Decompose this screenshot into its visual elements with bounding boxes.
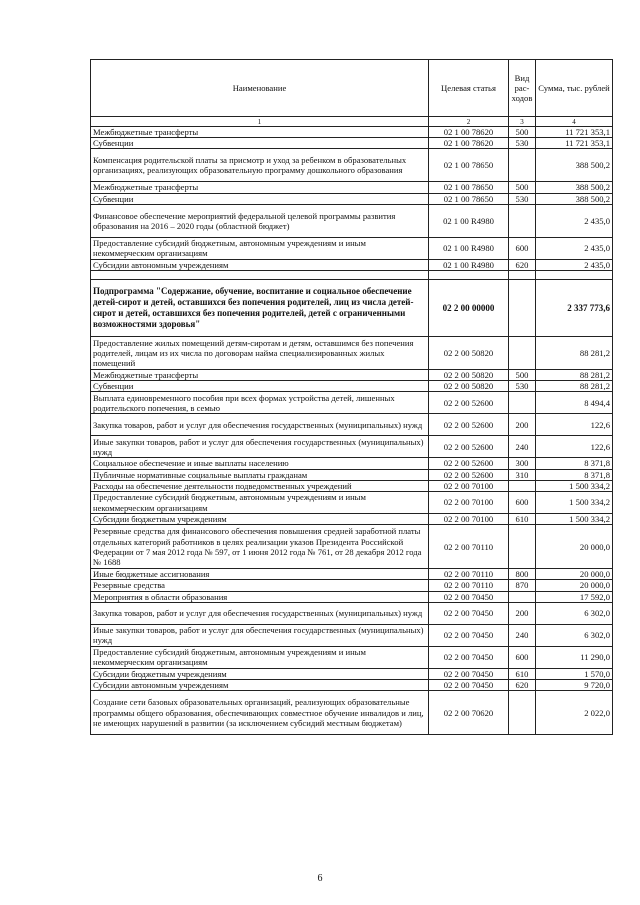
row-name-cell: Мероприятия в области образования	[91, 591, 429, 602]
table-row	[91, 337, 613, 370]
row-sum-cell: 8 371,8	[536, 458, 613, 469]
row-name-cell: Финансовое обеспечение мероприятий федеральной целевой программы развития образования на 2016 – 2020 годы (областной бюджет)	[91, 204, 429, 237]
row-sum-cell: 2 435,0	[536, 259, 613, 270]
header-sum: Сумма, тыс. рублей	[536, 60, 613, 117]
table-row	[91, 381, 613, 392]
row-name-cell: Подпрограмма "Содержание, обучение, воспитание и социальное обеспечение детей-сирот и детей, оставшихся без попечения родителей, лиц из числа детей-сирот и детей, оставшихся без попечения родителей, детей с ограниченными возможностями здоровья"	[91, 280, 429, 337]
row-name-cell: Иные закупки товаров, работ и услуг для обеспечения государственных (муниципальных) нужд	[91, 624, 429, 646]
row-sum-cell: 2 435,0	[536, 204, 613, 237]
row-sum-cell: 6 302,0	[536, 624, 613, 646]
row-name-cell: Предоставление субсидий бюджетным, автономным учреждениям и иным некоммерческим организациям	[91, 646, 429, 668]
row-sum-cell: 1 500 334,2	[536, 492, 613, 514]
row-kind-cell: 500	[509, 127, 536, 138]
row-kind-cell: 200	[509, 602, 536, 624]
table-row	[91, 237, 613, 259]
spacer-row	[91, 271, 613, 280]
row-name-cell: Предоставление субсидий бюджетным, автономным учреждениям и иным некоммерческим организациям	[91, 492, 429, 514]
row-sum-cell: 88 281,2	[536, 381, 613, 392]
row-code-cell: 02 1 00 78650	[429, 149, 509, 182]
row-name-cell: Предоставление жилых помещений детям-сиротам и детям, оставшимся без попечения родителей, лицам из их числа по договорам найма специализированных жилых помещений	[91, 337, 429, 370]
table-row	[91, 370, 613, 381]
row-name-cell: Расходы на обеспечение деятельности подведомственных учреждений	[91, 480, 429, 491]
row-kind-cell	[509, 525, 536, 569]
row-name-cell: Иные бюджетные ассигнования	[91, 569, 429, 580]
row-code-cell: 02 2 00 70450	[429, 624, 509, 646]
row-code-cell: 02 2 00 70450	[429, 668, 509, 679]
table-header-row	[91, 60, 613, 117]
row-code-cell: 02 2 00 70450	[429, 591, 509, 602]
header-target: Целевая статья	[429, 60, 509, 117]
header-kind: Вид рас-ходов	[509, 60, 536, 117]
table-row	[91, 182, 613, 193]
row-code-cell: 02 2 00 70100	[429, 480, 509, 491]
row-code-cell: 02 2 00 70100	[429, 514, 509, 525]
row-name-cell: Резервные средства	[91, 580, 429, 591]
row-sum-cell: 20 000,0	[536, 569, 613, 580]
row-kind-cell	[509, 392, 536, 414]
row-code-cell: 02 1 00 78620	[429, 138, 509, 149]
row-code-cell: 02 2 00 52600	[429, 436, 509, 458]
row-kind-cell: 610	[509, 668, 536, 679]
row-sum-cell: 2 337 773,6	[536, 280, 613, 337]
row-kind-cell: 300	[509, 458, 536, 469]
column-number: 4	[536, 117, 613, 127]
row-kind-cell	[509, 591, 536, 602]
row-kind-cell: 620	[509, 259, 536, 270]
table-row	[91, 138, 613, 149]
row-code-cell: 02 2 00 70110	[429, 569, 509, 580]
row-name-cell: Социальное обеспечение и иные выплаты населению	[91, 458, 429, 469]
row-kind-cell: 530	[509, 381, 536, 392]
table-row	[91, 469, 613, 480]
row-sum-cell: 122,6	[536, 436, 613, 458]
table-row	[91, 525, 613, 569]
table-row	[91, 458, 613, 469]
table-row	[91, 591, 613, 602]
row-name-cell: Межбюджетные трансферты	[91, 182, 429, 193]
row-code-cell: 02 2 00 50820	[429, 381, 509, 392]
row-name-cell: Выплата единовременного пособия при всех формах устройства детей, лишенных родительского попечения, в семью	[91, 392, 429, 414]
row-sum-cell: 1 570,0	[536, 668, 613, 679]
row-sum-cell: 1 500 334,2	[536, 514, 613, 525]
row-sum-cell: 6 302,0	[536, 602, 613, 624]
column-number: 1	[91, 117, 429, 127]
row-kind-cell: 310	[509, 469, 536, 480]
row-code-cell: 02 2 00 70450	[429, 602, 509, 624]
table-row	[91, 127, 613, 138]
table-row	[91, 691, 613, 735]
row-kind-cell: 500	[509, 182, 536, 193]
row-kind-cell	[509, 149, 536, 182]
row-sum-cell: 122,6	[536, 414, 613, 436]
row-code-cell: 02 2 00 50820	[429, 337, 509, 370]
row-code-cell: 02 2 00 00000	[429, 280, 509, 337]
row-sum-cell: 8 371,8	[536, 469, 613, 480]
row-code-cell: 02 2 00 52600	[429, 469, 509, 480]
row-code-cell: 02 2 00 70450	[429, 680, 509, 691]
row-name-cell: Резервные средства для финансового обеспечения повышения средней заработной платы отдельных категорий работников в целях реализации указов Президента Российской Федерации от 7 мая 2012 года № 597, от 1 июня 2012 года № 761, от 28 декабря 2012 года № 1688	[91, 525, 429, 569]
row-name-cell: Создание сети базовых образовательных организаций, реализующих образовательные программы общего образования, обеспечивающих совместное обучение инвалидов и лиц, не имеющих нарушений в развитии (за исключением субсидий местным бюджетам)	[91, 691, 429, 735]
row-sum-cell: 88 281,2	[536, 370, 613, 381]
row-sum-cell: 11 721 353,1	[536, 127, 613, 138]
budget-table	[90, 59, 613, 735]
table-row	[91, 624, 613, 646]
row-sum-cell: 2 435,0	[536, 237, 613, 259]
row-name-cell: Субвенции	[91, 193, 429, 204]
row-code-cell: 02 2 00 50820	[429, 370, 509, 381]
row-sum-cell: 20 000,0	[536, 580, 613, 591]
row-code-cell: 02 1 00 78650	[429, 182, 509, 193]
column-number: 2	[429, 117, 509, 127]
empty-cell	[536, 271, 613, 280]
table-row	[91, 414, 613, 436]
row-code-cell: 02 1 00 R4980	[429, 259, 509, 270]
row-code-cell: 02 2 00 70620	[429, 691, 509, 735]
row-kind-cell: 800	[509, 569, 536, 580]
row-code-cell: 02 2 00 70110	[429, 580, 509, 591]
row-name-cell: Субсидии автономным учреждениям	[91, 259, 429, 270]
row-code-cell: 02 2 00 70100	[429, 492, 509, 514]
table-row	[91, 680, 613, 691]
row-code-cell: 02 2 00 70110	[429, 525, 509, 569]
row-sum-cell: 8 494,4	[536, 392, 613, 414]
table-row	[91, 569, 613, 580]
empty-cell	[429, 271, 509, 280]
table-row	[91, 259, 613, 270]
row-code-cell: 02 2 00 70450	[429, 646, 509, 668]
row-sum-cell: 11 290,0	[536, 646, 613, 668]
header-name: Наименование	[91, 60, 429, 117]
row-kind-cell	[509, 280, 536, 337]
row-kind-cell	[509, 204, 536, 237]
table-row	[91, 193, 613, 204]
row-kind-cell: 620	[509, 680, 536, 691]
row-sum-cell: 1 500 334,2	[536, 480, 613, 491]
table-row	[91, 436, 613, 458]
row-code-cell: 02 1 00 R4980	[429, 237, 509, 259]
table-row	[91, 668, 613, 679]
row-kind-cell	[509, 480, 536, 491]
row-kind-cell: 530	[509, 138, 536, 149]
page-number: 6	[317, 873, 323, 884]
row-sum-cell: 17 592,0	[536, 591, 613, 602]
row-name-cell: Межбюджетные трансферты	[91, 127, 429, 138]
row-kind-cell: 600	[509, 237, 536, 259]
table-row	[91, 646, 613, 668]
row-kind-cell: 600	[509, 646, 536, 668]
table-body	[91, 127, 613, 735]
row-name-cell: Закупка товаров, работ и услуг для обеспечения государственных (муниципальных) нужд	[91, 414, 429, 436]
row-code-cell: 02 2 00 52600	[429, 414, 509, 436]
column-number: 3	[509, 117, 536, 127]
table-row	[91, 280, 613, 337]
table-row	[91, 392, 613, 414]
row-code-cell: 02 2 00 52600	[429, 458, 509, 469]
row-name-cell: Компенсация родительской платы за присмотр и уход за ребенком в образовательных организациях, реализующих образовательную программу дошкольного образования	[91, 149, 429, 182]
row-kind-cell: 200	[509, 414, 536, 436]
row-name-cell: Субсидии бюджетным учреждениям	[91, 514, 429, 525]
row-code-cell: 02 1 00 78620	[429, 127, 509, 138]
table-row	[91, 204, 613, 237]
row-name-cell: Субвенции	[91, 138, 429, 149]
row-kind-cell: 600	[509, 492, 536, 514]
row-kind-cell: 500	[509, 370, 536, 381]
row-name-cell: Межбюджетные трансферты	[91, 370, 429, 381]
row-name-cell: Субсидии бюджетным учреждениям	[91, 668, 429, 679]
row-sum-cell: 388 500,2	[536, 182, 613, 193]
table-row	[91, 492, 613, 514]
row-code-cell: 02 1 00 R4980	[429, 204, 509, 237]
table-row	[91, 580, 613, 591]
row-sum-cell: 388 500,2	[536, 193, 613, 204]
empty-cell	[91, 271, 429, 280]
row-kind-cell: 610	[509, 514, 536, 525]
row-code-cell: 02 1 00 78650	[429, 193, 509, 204]
row-kind-cell: 870	[509, 580, 536, 591]
row-name-cell: Публичные нормативные социальные выплаты гражданам	[91, 469, 429, 480]
row-sum-cell: 11 721 353,1	[536, 138, 613, 149]
row-name-cell: Предоставление субсидий бюджетным, автономным учреждениям и иным некоммерческим организациям	[91, 237, 429, 259]
row-code-cell: 02 2 00 52600	[429, 392, 509, 414]
row-kind-cell	[509, 337, 536, 370]
row-name-cell: Закупка товаров, работ и услуг для обеспечения государственных (муниципальных) нужд	[91, 602, 429, 624]
table-row	[91, 480, 613, 491]
row-name-cell: Субвенции	[91, 381, 429, 392]
row-kind-cell: 240	[509, 436, 536, 458]
row-sum-cell: 9 720,0	[536, 680, 613, 691]
table-row	[91, 149, 613, 182]
row-sum-cell: 2 022,0	[536, 691, 613, 735]
empty-cell	[509, 271, 536, 280]
row-sum-cell: 88 281,2	[536, 337, 613, 370]
row-name-cell: Иные закупки товаров, работ и услуг для обеспечения государственных (муниципальных) нужд	[91, 436, 429, 458]
row-kind-cell: 530	[509, 193, 536, 204]
row-name-cell: Субсидии автономным учреждениям	[91, 680, 429, 691]
table-row	[91, 602, 613, 624]
row-kind-cell	[509, 691, 536, 735]
table-row	[91, 514, 613, 525]
row-kind-cell: 240	[509, 624, 536, 646]
column-number-row	[91, 117, 613, 127]
row-sum-cell: 20 000,0	[536, 525, 613, 569]
row-sum-cell: 388 500,2	[536, 149, 613, 182]
